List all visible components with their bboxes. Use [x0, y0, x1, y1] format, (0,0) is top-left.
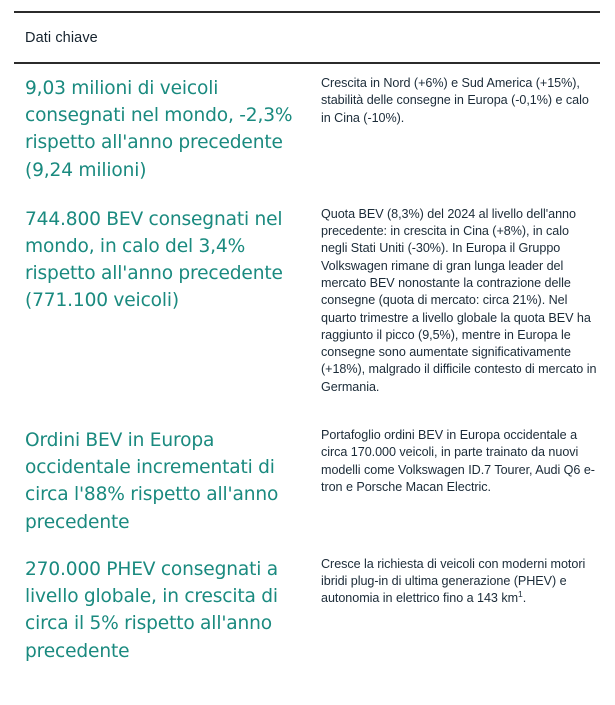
page-title: Dati chiave — [25, 30, 98, 46]
key-data-list — [0, 64, 615, 665]
row-detail-cell — [321, 427, 601, 496]
row-detail-cell — [321, 75, 601, 127]
row-headline: Ordini BEV in Europa occidentale incrementati di circa l'88% rispetto all'anno precedente — [25, 430, 279, 533]
footnote-marker: 1 — [518, 589, 523, 600]
table-row — [0, 556, 615, 665]
dati-chiave-panel — [0, 11, 615, 705]
table-row — [0, 206, 615, 396]
row-detail: Crescita in Nord (+6%) e Sud America (+15%), stabilità delle consegne in Europa (-0,1%) e calo in Cina (-10%). — [321, 76, 589, 125]
row-detail-cell — [321, 556, 601, 608]
table-row — [0, 427, 615, 536]
row-headline: 9,03 milioni di veicoli consegnati nel mondo, -2,3% rispetto all'anno precedente (9,24 milioni) — [25, 78, 293, 181]
row-detail-text: Cresce la richiesta di veicoli con moderni motori ibridi plug-in di ultima generazione (PHEV) e autonomia in elettrico fino a 143 km — [321, 556, 586, 606]
row-headline-cell — [25, 75, 321, 184]
row-detail-text-end: . — [522, 591, 527, 606]
row-detail: Portafoglio ordini BEV in Europa occidentale a circa 170.000 veicoli, in parte trainato da nuovi modelli come Volkswagen ID.7 Tourer, Audi Q6 e-tron e Porsche Macan Electric. — [321, 428, 595, 494]
row-headline: 744.800 BEV consegnati nel mondo, in calo del 3,4% rispetto all'anno precedente (771.100 veicoli) — [25, 208, 283, 312]
row-detail: Quota BEV (8,3%) del 2024 al livello dell'anno precedente: in crescita in Cina (+8%), in calo negli Stati Uniti (-30%). In Europa il Gruppo Volkswagen rimane di gran lunga leader del mercato BEV nonostante la contrazione delle consegne (quota di mercato: circa 21%). Nel quarto trimestre a livello globale la quota BEV ha raggiunto il picco (9,5%), mentre in Europa le consegne sono aumentate significativamente (+18%), malgrado il difficile contesto di mercato in Germania. — [321, 206, 597, 394]
row-headline: 270.000 PHEV consegnati a livello globale, in crescita di circa il 5% rispetto all'anno precedente — [25, 558, 278, 662]
table-row — [0, 75, 615, 184]
row-detail — [321, 556, 597, 608]
row-detail-cell — [321, 206, 601, 396]
row-headline-cell — [25, 427, 321, 536]
row-headline-cell — [25, 556, 321, 665]
row-headline-cell — [25, 206, 321, 315]
